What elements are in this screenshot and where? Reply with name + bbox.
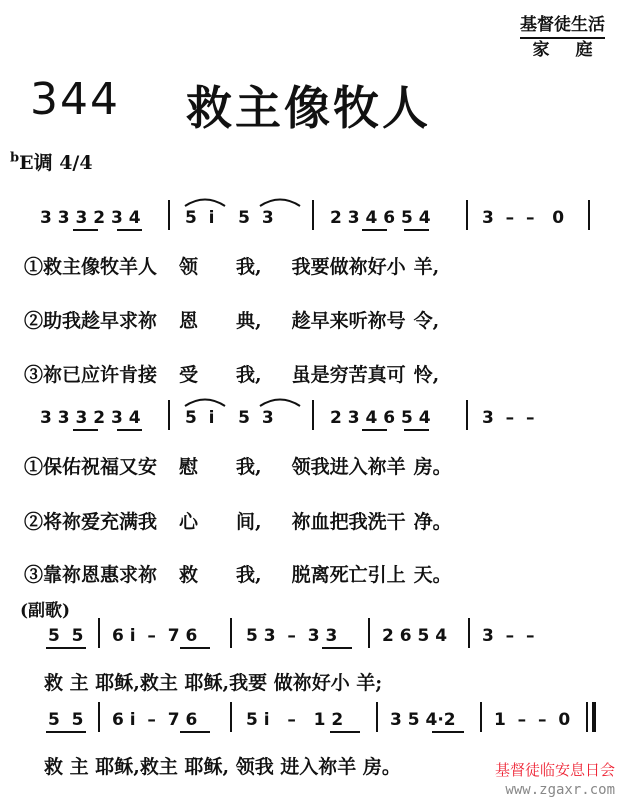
key-text: E调 4/4 bbox=[19, 152, 93, 174]
measure-8: 3 – – bbox=[482, 408, 535, 428]
chorus-line-1: 救 主 耶稣,救主 耶稣,我要 做祢好小 羊; bbox=[44, 672, 383, 694]
notation-row-2 bbox=[40, 408, 580, 438]
measure-1: 3 3 3 2 3 4 bbox=[40, 208, 141, 228]
verse-1b: ①保佑祝福又安 慰 我, 领我进入祢羊 房。 bbox=[24, 456, 452, 478]
chorus-label: (副歌) bbox=[20, 601, 71, 621]
section-title: 基督徒生活 bbox=[520, 14, 605, 39]
measure-2: 5 i 5 3 bbox=[185, 208, 274, 228]
flat-sign: b bbox=[10, 150, 20, 166]
measure-4: 3 – – 0 bbox=[482, 208, 565, 228]
hymn-number: 344 bbox=[30, 74, 120, 125]
verse-2a: ②助我趁早求祢 恩 典, 趁早来听祢号 令, bbox=[24, 310, 440, 332]
key-signature bbox=[10, 148, 93, 175]
tie-arcs bbox=[180, 193, 340, 207]
notation-row-3: 5 5 6 i – 7 6 5 3 – 3 3 2 6 5 4 3 – – bbox=[40, 626, 600, 656]
verse-3b: ③靠祢恩惠求祢 救 我, 脱离死亡引上 天。 bbox=[24, 564, 452, 586]
measure-3: 2 3 4 6 5 4 bbox=[330, 208, 431, 228]
verse-1a: ①救主像牧羊人 领 我, 我要做祢好小 羊, bbox=[24, 256, 440, 278]
verse-3a: ③祢已应许肯接 受 我, 虽是穷苦真可 怜, bbox=[24, 364, 440, 386]
verse-2b: ②将祢爱充满我 心 间, 祢血把我洗干 净。 bbox=[24, 511, 452, 533]
book-section bbox=[520, 14, 619, 61]
watermark-text: 基督徒临安息日会 bbox=[494, 761, 615, 779]
measure-7: 2 3 4 6 5 4 bbox=[330, 408, 431, 428]
notation-row-1 bbox=[40, 208, 600, 238]
measure-6: 5 i 5 3 bbox=[185, 408, 274, 428]
watermark-url[interactable]: www.zgaxr.com bbox=[505, 782, 615, 798]
notation-row-4: 5 5 6 i – 7 6 5 i – 1 2 3 5 4·2 1 – – 0 bbox=[40, 710, 600, 740]
measure-5: 3 3 3 2 3 4 bbox=[40, 408, 141, 428]
hymn-title: 救主像牧人 bbox=[186, 81, 431, 135]
subsection-title: 家庭 bbox=[532, 40, 619, 60]
tie-arcs-2 bbox=[180, 393, 340, 407]
chorus-line-2: 救 主 耶稣,救主 耶稣, 领我 进入祢羊 房。 bbox=[44, 756, 401, 778]
